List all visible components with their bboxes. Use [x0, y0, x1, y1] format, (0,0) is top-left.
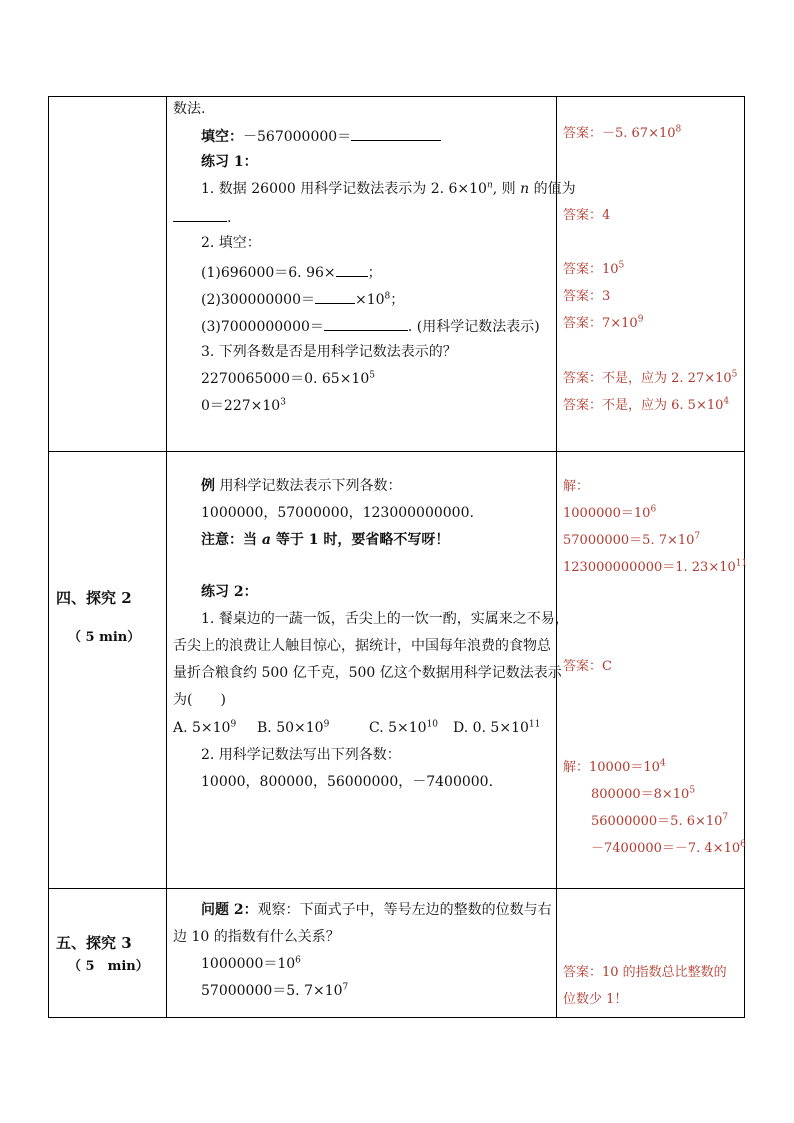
- p1-line3: 量折合粮食约 500 亿千克，500 亿这个数据用科学记数法表示: [173, 665, 562, 681]
- table-row-divider-1: [48, 451, 745, 452]
- solution-1: $1000000=10^6$: [563, 504, 657, 521]
- fill-expression: －567000000＝: [243, 129, 352, 145]
- answer-blank: [351, 128, 441, 141]
- q1-line2-end: .: [227, 210, 232, 226]
- p1-line2: 舌尖上的浪费让人触目惊心，据统计，中国每年浪费的食物总: [173, 638, 551, 654]
- q3b-exponent: 3: [280, 397, 286, 408]
- problem2-label: 问题 2：: [201, 902, 258, 918]
- practice1-question1: [201, 182, 576, 196]
- note-label: 注意：: [201, 532, 243, 548]
- p1-line1: 1. 餐桌边的一蔬一饭，舌尖上的一饮一酌，实属来之不易，: [201, 611, 569, 627]
- answer-blank: [173, 209, 227, 222]
- q2b-end: ；: [390, 292, 405, 308]
- solution-2: 57000000＝5. $7\times 10^7$: [563, 531, 701, 548]
- answer-blank: [324, 318, 408, 331]
- p2-title: 2. 用科学记数法写出下列各数：: [201, 747, 401, 763]
- q3-item1: [201, 372, 375, 386]
- q2-part1: [201, 264, 382, 280]
- answer-blank: [315, 291, 355, 304]
- practice1-question2-title: 2. 填空：: [201, 235, 261, 251]
- solution2-line4: －7400000＝－7. $4\times 10^6$: [591, 839, 746, 856]
- option-c: C. $5\times 10^{10}$: [369, 719, 439, 736]
- q2a-text: (1)696000＝6. 96×: [201, 265, 336, 281]
- q2-part3: [201, 318, 540, 334]
- option-a: A. $5\times 10^9$: [173, 719, 237, 736]
- row3-answer-line1: 答案：10 的指数总比整数的: [563, 965, 727, 980]
- q1-tail: , 则: [492, 181, 521, 197]
- example-label: 例: [201, 478, 215, 494]
- table-left-border: [48, 96, 49, 1018]
- problem2-eq2: 57000000＝5. $7\times 10^7$: [201, 982, 349, 999]
- fill-blank-line: [201, 128, 441, 144]
- problem2-text: 观察：下面式子中，等号左边的整数的位数与右: [257, 902, 552, 918]
- q1-exponent: n: [486, 180, 493, 191]
- q1-end: 的值为: [529, 181, 576, 197]
- row3-answer-line2: 位数少 1！: [563, 992, 628, 1007]
- q2b-exponent: 8: [384, 291, 391, 302]
- answer-1: 答案：－5. $67\times 10^8$: [563, 124, 682, 141]
- q2c-end: . (用科学记数法表示): [407, 319, 540, 335]
- section-time-explore2: （ 5 min）: [68, 630, 141, 645]
- solution-3: 123000000000＝1. $23\times 10^{11}$: [563, 558, 748, 575]
- solution2-line3: 56000000＝5. $6\times 10^7$: [591, 812, 729, 829]
- note-line: 注意：当 a 等于 1 时，要省略不写呀！: [201, 532, 450, 548]
- q2b-mid: ×10: [355, 292, 385, 308]
- example-line: [201, 479, 401, 493]
- table-top-border: [48, 96, 745, 97]
- answer-7: 答案：不是，应为 6. $5\times 10^4$: [563, 396, 730, 413]
- practice1-question3-title: 3. 下列各数是否是用科学记数法表示的？: [201, 344, 457, 360]
- example-text: 用科学记数法表示下列各数：: [215, 478, 402, 494]
- fill-label: 填空：: [201, 129, 243, 145]
- practice1-question1-line2: [173, 209, 231, 225]
- q3-item2: [201, 399, 286, 413]
- problem2-line1: [201, 903, 552, 917]
- answer-6: 答案：不是，应为 2. $27\times 10^5$: [563, 369, 738, 386]
- example-numbers: 1000000，57000000，123000000000.: [201, 505, 474, 521]
- answer-5: 答案：$7\times 10^9$: [563, 314, 644, 331]
- problem2-line2: 边 10 的指数有什么关系？: [173, 929, 340, 945]
- p2-numbers: 10000，800000，56000000，－7400000.: [201, 774, 494, 790]
- solution-label: 解：: [563, 479, 590, 494]
- q1-variable: n: [520, 181, 530, 197]
- table-right-border: [744, 96, 745, 1018]
- p1-line4: 为( ): [173, 692, 226, 708]
- q3a-exponent: 5: [369, 370, 375, 381]
- answer-blank: [336, 264, 368, 277]
- q2a-end: ；: [367, 265, 382, 281]
- q1-text: 1. 数据 26000 用科学记数法表示为 2. 6×10: [201, 181, 487, 197]
- table-col-divider-2: [556, 96, 557, 1018]
- solution2-line2: $800000=8\times 10^5$: [591, 785, 696, 802]
- practice1-title: 练习 1：: [201, 154, 258, 170]
- answer-4: 答案：3: [563, 289, 611, 304]
- solution2-line1: 解：$10000=10^4$: [563, 758, 666, 775]
- problem2-eq1: $1000000=10^6$: [201, 955, 301, 972]
- table-row-divider-2: [48, 888, 745, 889]
- answer-2: 答案：4: [563, 208, 611, 223]
- option-d: D. 0. $5\times 10^{11}$: [453, 719, 541, 736]
- q3a-text: 2270065000＝0. 65×10: [201, 371, 370, 387]
- answer-c: 答案：C: [563, 659, 612, 674]
- q2c-text: (3)7000000000＝: [201, 319, 324, 335]
- row1-continuation-text: 数法.: [173, 101, 206, 117]
- section-title-explore2: 四、探究 2: [56, 589, 132, 607]
- table-bottom-border: [48, 1017, 745, 1018]
- q2-part2: [201, 291, 404, 307]
- answer-3: 答案：$10^5$: [563, 260, 625, 277]
- option-b: B. $50\times 10^9$: [257, 719, 330, 736]
- practice2-title: 练习 2：: [201, 584, 258, 600]
- q3b-text: 0＝227×10: [201, 398, 281, 414]
- q2b-text: (2)300000000＝: [201, 292, 315, 308]
- section-time-explore3: （ 5 min）: [68, 959, 149, 974]
- table-col-divider-1: [166, 96, 167, 1018]
- section-title-explore3: 五、探究 3: [56, 934, 132, 952]
